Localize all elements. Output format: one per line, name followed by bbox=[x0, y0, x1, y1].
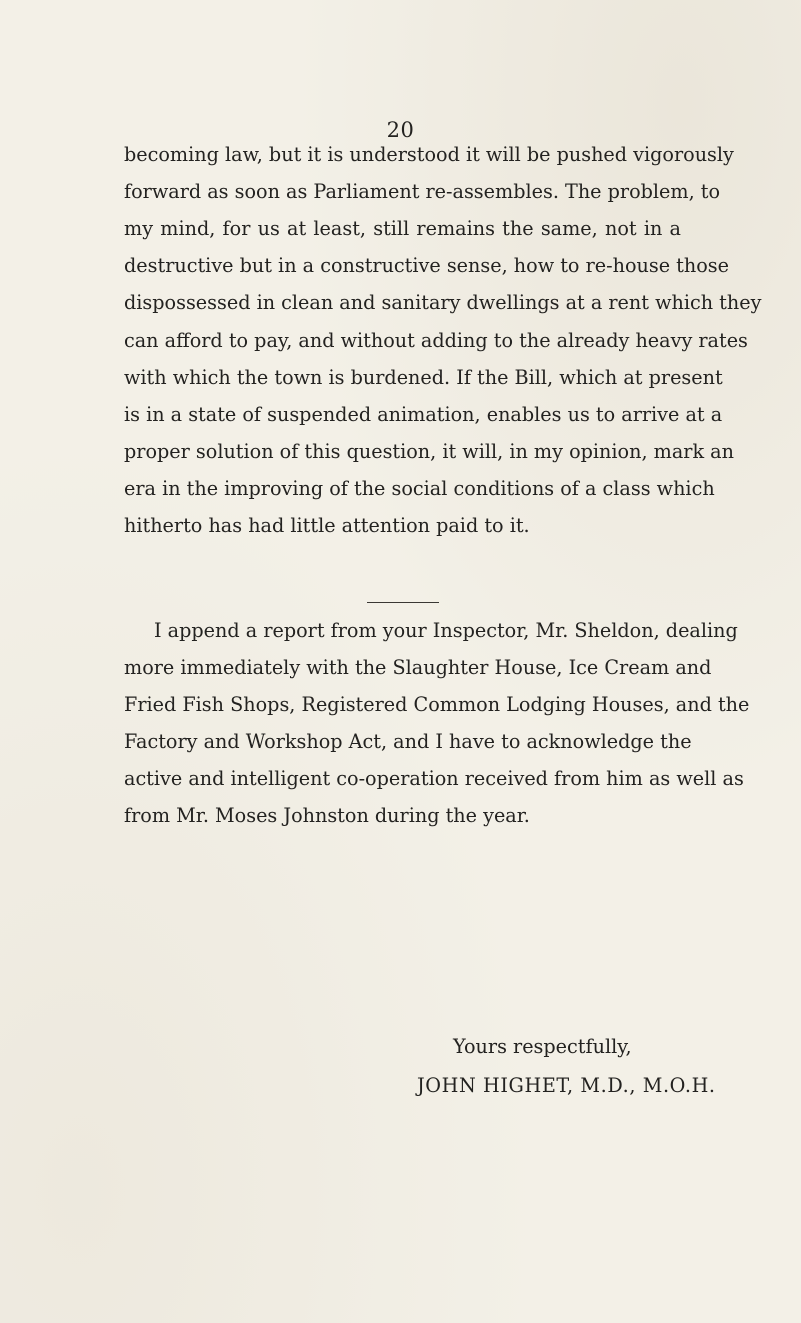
text-line: more immediately with the Slaughter House, Ice Cream and bbox=[124, 656, 712, 679]
text-line: my mind, for us at least, still remains the same, not in a bbox=[124, 217, 681, 240]
text-line: becoming law, but it is understood it will be pushed vigorously bbox=[124, 143, 734, 166]
text-line: Fried Fish Shops, Registered Common Lodging Houses, and the bbox=[124, 693, 750, 716]
text-line: Factory and Workshop Act, and I have to acknowledge the bbox=[124, 730, 692, 753]
text-line: I append a report from your Inspector, Mr. Sheldon, dealing bbox=[154, 619, 738, 642]
text-line: destructive but in a constructive sense, how to re-house those bbox=[124, 254, 729, 277]
text-line: active and intelligent co-operation received from him as well as bbox=[124, 767, 744, 790]
text-line: hitherto has had little attention paid to it. bbox=[124, 514, 530, 537]
signature: JOHN HIGHET, M.D., M.O.H. bbox=[417, 1074, 716, 1097]
text-line: forward as soon as Parliament re-assembles. The problem, to bbox=[124, 180, 721, 203]
text-line: era in the improving of the social conditions of a class which bbox=[124, 477, 715, 500]
text-line: is in a state of suspended animation, enables us to arrive at a bbox=[124, 403, 723, 426]
section-divider bbox=[367, 602, 439, 603]
text-line: with which the town is burdened. If the Bill, which at present bbox=[124, 366, 723, 389]
text-line: from Mr. Moses Johnston during the year. bbox=[124, 804, 530, 827]
page-number: 20 bbox=[386, 118, 415, 142]
text-line: dispossessed in clean and sanitary dwellings at a rent which they bbox=[124, 291, 762, 314]
text-line: proper solution of this question, it will, in my opinion, mark an bbox=[124, 440, 734, 463]
text-line: can afford to pay, and without adding to the already heavy rates bbox=[124, 329, 748, 352]
closing-salutation: Yours respectfully, bbox=[453, 1035, 632, 1058]
